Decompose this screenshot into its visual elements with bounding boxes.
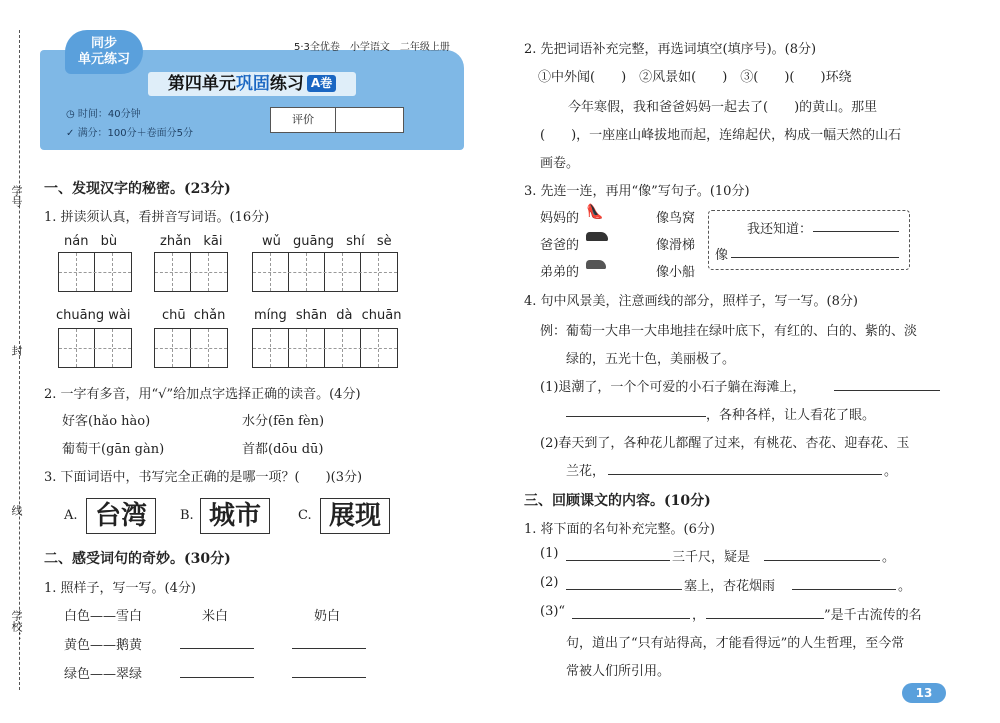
answer-blank[interactable] — [813, 231, 899, 232]
answer-blank[interactable] — [731, 257, 899, 258]
q4-2-line2: 兰花， — [566, 464, 606, 479]
s3-2-num: (2) — [540, 575, 559, 590]
option-c-chars[interactable] — [320, 498, 390, 534]
s3-1-text: 三千尺，疑是 — [672, 550, 751, 565]
writing-grid[interactable] — [154, 328, 228, 368]
r-q2-title: 2. 先把词语补充完整，再选词填空(填序号)。(8分) — [524, 42, 817, 57]
q2-item[interactable]: 好客(hǎo hào) — [62, 414, 151, 429]
period: 。 — [884, 464, 898, 479]
sneaker-icon — [586, 260, 606, 269]
simile-option[interactable]: 像滑梯 — [656, 238, 696, 253]
pinyin-wuguangshise: wǔ guāng shí sè — [262, 234, 392, 249]
pinyin-chuangwai: chuāng wài — [56, 308, 131, 323]
answer-blank[interactable] — [566, 560, 670, 561]
answer-blank[interactable] — [566, 589, 682, 590]
simile-option[interactable]: 像鸟窝 — [656, 211, 696, 226]
answer-blank[interactable] — [834, 390, 940, 391]
margin-label-line: 线 — [10, 505, 23, 516]
score-info — [66, 124, 193, 139]
page-title — [148, 72, 356, 96]
option-a-text: 台湾 — [94, 501, 147, 531]
margin-label-student-no: 学号 — [10, 185, 23, 207]
owner-label[interactable]: 爸爸的 — [540, 238, 580, 253]
r-q2-para2[interactable]: ( )，一座座山峰拔地而起，连绵起伏，构成一幅天然的山石 — [540, 128, 902, 143]
page-number: 13 — [902, 683, 946, 703]
q4-2-line1: (2)春天到了，各种花儿都醒了过来，有桃花、杏花、迎春花、玉 — [540, 436, 910, 451]
option-c-label[interactable]: C. — [298, 508, 312, 523]
example-pair: 绿色——翠绿 — [64, 667, 143, 682]
shoe-icon — [586, 232, 608, 241]
r-q2-words[interactable]: ①中外闻( ) ②风景如( ) ③( )( )环绕 — [538, 70, 852, 85]
option-b-label[interactable]: B. — [180, 508, 194, 523]
unit-tab — [65, 30, 143, 74]
time-text: 时间：40分钟 — [77, 109, 141, 120]
answer-blank[interactable] — [572, 618, 690, 619]
writing-grid[interactable] — [154, 252, 228, 292]
s3-2-text: 塞上，杏花烟雨 — [684, 579, 776, 594]
example-pair: 白色——雪白 — [64, 609, 143, 624]
extra-sentence-box — [708, 210, 910, 270]
title-suffix: 练习 — [269, 74, 304, 94]
r-q4-title: 4. 句中风景美，注意画线的部分，照样子，写一写。(8分) — [524, 294, 858, 309]
comma: ， — [692, 608, 706, 623]
q4-1-line2: ，各种各样，让人看花了眼。 — [706, 408, 876, 423]
writing-grid[interactable] — [252, 252, 398, 292]
s3-3-line3: 常被人们所引用。 — [566, 664, 671, 679]
answer-blank[interactable] — [706, 618, 824, 619]
tab-line1: 同步 — [90, 36, 117, 51]
r-q3-title: 3. 先连一连，再用“像”写句子。(10分) — [524, 184, 750, 199]
target-word: 米白 — [202, 609, 229, 624]
q2-item[interactable]: 水分(fēn fèn) — [242, 414, 325, 429]
period: 。 — [882, 550, 896, 565]
clock-icon: ◷ — [66, 109, 78, 120]
q4-example-line1: 例：葡萄一大串一大串地挂在绿叶底下，有红的、白的、紫的、淡 — [540, 324, 918, 339]
s2-q1-title: 1. 照样子，写一写。(4分) — [44, 581, 196, 596]
margin-label-seal: 封 — [10, 345, 23, 356]
score-text: 满分：100分＋卷面分5分 — [77, 128, 194, 139]
period: 。 — [898, 579, 912, 594]
s3-3-num: (3)“ — [540, 604, 566, 619]
owner-label[interactable]: 妈妈的 — [540, 211, 580, 226]
r-q2-para3: 画卷。 — [540, 156, 580, 171]
s3-3-tail: ”是千古流传的名 — [824, 608, 922, 623]
s3-q1-title: 1. 将下面的名句补充完整。(6分) — [524, 522, 715, 537]
q4-example-line2: 绿的，五光十色，美丽极了。 — [566, 352, 736, 367]
box-like: 像 — [715, 248, 729, 263]
answer-blank[interactable] — [292, 648, 366, 649]
check-circle-icon: ✓ — [66, 128, 78, 139]
q4-1-line1: (1)退潮了，一个个可爱的小石子躺在海滩上， — [540, 380, 806, 395]
q2-title: 2. 一字有多音，用“√”给加点字选择正确的读音。(4分) — [44, 387, 361, 402]
answer-blank[interactable] — [764, 560, 880, 561]
q2-item[interactable]: 首都(dōu dū) — [242, 442, 324, 457]
answer-blank[interactable] — [292, 677, 366, 678]
title-highlight: 巩固 — [235, 74, 270, 94]
section2-title: 二、感受词句的奇妙。(30分) — [44, 551, 231, 567]
option-b-chars[interactable] — [200, 498, 270, 534]
answer-blank[interactable] — [566, 416, 706, 417]
option-b-text: 城市 — [208, 501, 261, 531]
example-pair: 黄色——鹅黄 — [64, 638, 143, 653]
writing-grid[interactable] — [58, 252, 132, 292]
cut-line — [19, 30, 20, 690]
writing-grid[interactable] — [58, 328, 132, 368]
simile-option[interactable]: 像小船 — [656, 265, 696, 280]
box-prompt: 我还知道： — [747, 222, 813, 237]
high-heel-shoe-icon: 👠 — [586, 204, 604, 220]
time-info — [66, 105, 141, 120]
q1-title: 1. 拼读须认真，看拼音写词语。(16分) — [44, 210, 270, 225]
section1-title: 一、发现汉字的秘密。(23分) — [44, 181, 231, 197]
option-a-label[interactable]: A. — [64, 508, 78, 523]
section3-title: 三、回顾课文的内容。(10分) — [524, 493, 711, 509]
evaluation-label: 评价 — [271, 108, 336, 132]
pinyin-mingshandachuan: míng shān dà chuān — [254, 308, 402, 323]
writing-grid[interactable] — [252, 328, 398, 368]
r-q2-para1[interactable]: 今年寒假，我和爸爸妈妈一起去了( )的黄山。那里 — [568, 100, 878, 115]
answer-blank[interactable] — [608, 474, 882, 475]
pinyin-zhankai: zhǎn kāi — [160, 234, 223, 249]
pinyin-chuchan: chū chǎn — [162, 308, 226, 323]
publisher-line: 5·3全优卷 小学语文 二年级上册 — [294, 42, 450, 53]
title-prefix: 第四单元 — [167, 74, 236, 94]
q3-title: 3. 下面词语中，书写完全正确的是哪一项？( )(3分) — [44, 470, 363, 485]
s3-1-num: (1) — [540, 546, 559, 561]
margin-label-school: 学校： — [10, 610, 23, 643]
pinyin-nanbu: nán bù — [64, 234, 118, 249]
owner-label[interactable]: 弟弟的 — [540, 265, 580, 280]
evaluation-box[interactable] — [270, 107, 404, 133]
target-word: 奶白 — [314, 609, 341, 624]
version-badge: A卷 — [307, 75, 336, 92]
tab-line2: 单元练习 — [77, 52, 130, 67]
option-c-text: 展现 — [328, 501, 381, 531]
answer-blank[interactable] — [180, 648, 254, 649]
answer-blank[interactable] — [792, 589, 896, 590]
q2-item[interactable]: 葡萄干(gān gàn) — [62, 442, 165, 457]
s3-3-line2: 句，道出了“只有站得高，才能看得远”的人生哲理，至今常 — [566, 636, 905, 651]
answer-blank[interactable] — [180, 677, 254, 678]
binding-margin — [0, 0, 38, 723]
option-a-chars[interactable] — [86, 498, 156, 534]
